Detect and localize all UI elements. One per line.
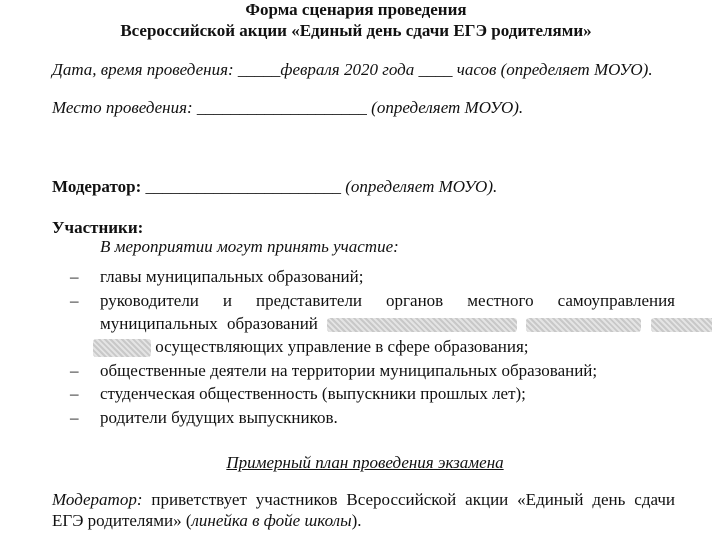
moderator-text-body: приветствует участников Всероссийской акции «Единый день сдачи: [142, 490, 675, 509]
list-item: главы муниципальных образований;: [100, 267, 364, 286]
moderator-label: Модератор:: [52, 177, 142, 196]
moderator-text-note: линейка в фойе школы: [191, 511, 352, 530]
list-item: [93, 337, 529, 357]
bullet-dash: –: [70, 291, 79, 310]
redacted-block: [93, 339, 151, 357]
bullet-dash: –: [70, 384, 79, 403]
moderator-text-end: ).: [351, 511, 362, 530]
list-item: общественные деятели на территории муниципальных образований;: [100, 361, 598, 380]
participants-intro: В мероприятии могут принять участие:: [100, 237, 399, 256]
list-item: родители будущих выпускников.: [100, 408, 338, 427]
bullet-dash: –: [70, 361, 79, 380]
moderator-blank: _______________________: [141, 177, 346, 196]
title-line-2: Всероссийской акции «Единый день сдачи ЕГЭ родителями»: [120, 21, 592, 40]
place-line: Место проведения: ____________________ (определяет МОУО).: [52, 98, 524, 117]
date-line: Дата, время проведения: _____февраля 2020 года ____ часов (определяет МОУО).: [52, 60, 653, 79]
participants-label: Участники:: [52, 218, 144, 237]
list-item: руководители и представители органов местного самоуправления: [100, 291, 675, 310]
title-line-1: Форма сценария проведения: [245, 0, 467, 19]
list-item-text: осуществляющих управление в сфере образования;: [155, 337, 529, 356]
redacted-block: [651, 318, 712, 332]
list-item: [100, 314, 712, 334]
bullet-dash: –: [70, 408, 79, 427]
moderator-line: [52, 177, 497, 197]
plan-heading-text: Примерный план проведения экзамена: [226, 453, 504, 472]
redacted-block: [327, 318, 517, 332]
moderator-text-body-2: ЕГЭ родителями» (: [52, 511, 192, 530]
redacted-block: [526, 318, 641, 332]
bullet-dash: –: [70, 267, 79, 286]
list-item-text: муниципальных образований: [100, 314, 318, 333]
moderator-text-line-2: [52, 511, 362, 531]
list-item: студенческая общественность (выпускники прошлых лет);: [100, 384, 526, 403]
moderator-text-line-1: [52, 490, 675, 510]
plan-heading: [0, 453, 712, 473]
moderator-text-label: Модератор:: [52, 490, 143, 509]
moderator-note: (определяет МОУО).: [345, 177, 498, 196]
